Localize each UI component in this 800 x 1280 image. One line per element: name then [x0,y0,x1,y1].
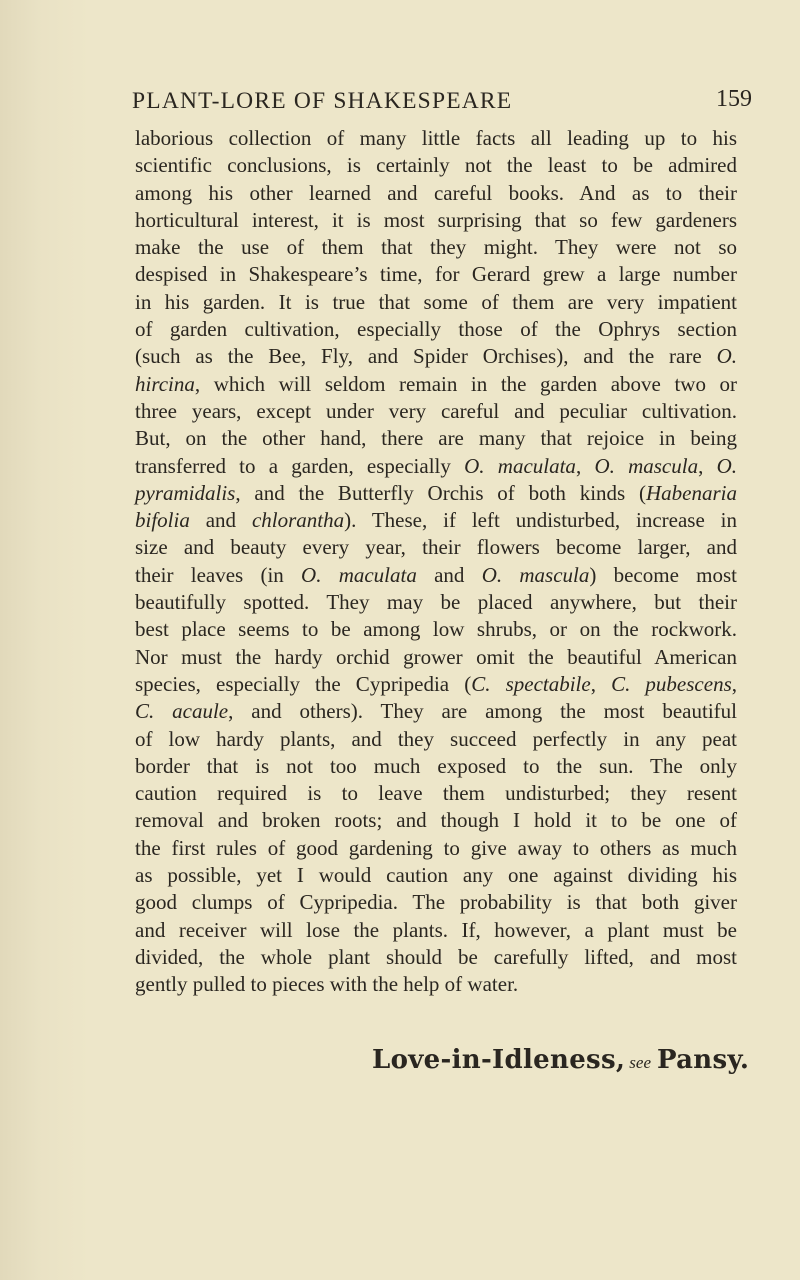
text-run: scientific conclusions, is certainly not the least to be admired [135,153,737,178]
text-run: despised in Shakespeare’s time, for Gerard grew a large number [135,262,737,287]
cross-reference-target: Pansy. [657,1045,750,1075]
text-run: among his other learned and careful books. And as to their [135,180,737,205]
text-line [135,534,737,561]
text-line [135,807,737,834]
text-line [135,753,737,780]
text-line [135,507,737,534]
cross-reference-entry: Love-in-Idleness, [372,1045,626,1075]
text-run: species, especially the Cypripedia ( [135,671,472,696]
text-run: caution required is to leave them undisturbed; they resent [135,781,737,806]
text-line [135,453,737,480]
text-line [135,780,737,807]
text-run: gently pulled to pieces with the help of water. [135,972,519,997]
italic-run: O. [716,453,738,478]
text-line [135,726,737,753]
text-run: horticultural interest, it is most surprising that so few gardeners [135,207,737,232]
italic-run: C. acaule [135,699,229,724]
text-line [135,180,737,207]
text-run: , and others). They are among the most beautiful [228,699,737,724]
text-run: , [698,453,717,478]
text-line [135,261,737,288]
italic-run: Habenaria [646,480,737,505]
text-run: , and the Butterfly Orchis of both kinds ( [235,480,646,505]
text-line [135,152,737,179]
text-run: good clumps of Cypripedia. The probability is that both giver [135,890,737,915]
text-run: as possible, yet I would caution any one against dividing his [135,863,737,888]
text-line [135,644,737,671]
text-line [135,698,737,725]
italic-run: O. mascula [481,562,590,587]
text-run: , [575,453,595,478]
text-line [135,589,737,616]
italic-run: C. pubescens [611,671,732,696]
text-line [135,917,737,944]
text-line [135,480,737,507]
cross-reference-see: see [629,1053,651,1072]
italic-run: hircina [135,371,195,396]
italic-run: O. [716,344,737,369]
text-run: laborious collection of many little facts all leading up to his [135,126,737,150]
text-run: beautifully spotted. They may be placed anywhere, but their [135,590,737,615]
text-run: removal and broken roots; and though I hold it to be one of [135,808,737,833]
text-line [135,835,737,862]
text-line [135,289,737,316]
running-head: PLANT-LORE OF SHAKESPEARE [132,88,513,114]
text-line [135,889,737,916]
text-run: the first rules of good gardening to give away to others as much [135,835,737,860]
text-line [135,562,737,589]
italic-run: C. spectabile [471,671,591,696]
text-run: , [731,671,737,696]
text-run: , [590,671,612,696]
italic-run: bifolia [135,508,190,533]
italic-run: chlorantha [251,508,345,533]
italic-run: O. mascula [594,453,699,478]
text-run: Nor must the hardy orchid grower omit the beautiful American [135,644,737,669]
text-run: of low hardy plants, and they succeed perfectly in any peat [135,726,737,751]
text-run: three years, except under very careful and peculiar cultivation. [135,398,737,423]
cross-reference [372,1045,749,1075]
text-line [135,944,737,971]
text-run: divided, the whole plant should be carefully lifted, and most [135,944,737,969]
text-run: ). These, if left undisturbed, increase in [344,508,737,533]
text-run: make the use of them that they might. They were not so [135,235,737,260]
text-run: (such as the Bee, Fly, and Spider Orchises), and the rare [135,344,717,369]
italic-run: pyramidalis [135,480,236,505]
text-run: , which will seldom remain in the garden above two or [194,371,737,396]
text-line [135,616,737,643]
text-run: best place seems to be among low shrubs, or on the rockwork. [135,617,737,642]
text-run: border that is not too much exposed to the sun. The only [135,753,737,778]
text-line [135,862,737,889]
text-run: transferred to a garden, especially [135,453,465,478]
text-run: But, on the other hand, there are many that rejoice in being [135,426,737,451]
body-paragraph [135,125,737,999]
text-line [135,671,737,698]
page-number: 159 [716,86,752,112]
text-line [135,316,737,343]
text-line [135,125,737,152]
text-run: in his garden. It is true that some of them are very impatient [135,289,737,314]
text-run: of garden cultivation, especially those of the Ophrys section [135,317,737,342]
text-run: and [189,508,252,533]
text-run: their leaves (in [135,562,302,587]
italic-run: O. maculata [464,453,576,478]
text-line [135,207,737,234]
text-line [135,343,737,370]
text-line [135,398,737,425]
italic-run: O. maculata [301,562,417,587]
text-run: and [416,562,482,587]
text-run: size and beauty every year, their flowers become larger, and [135,535,737,560]
text-line [135,971,737,998]
text-line [135,234,737,261]
text-run: and receiver will lose the plants. If, however, a plant must be [135,917,737,942]
text-line [135,425,737,452]
text-run: ) become most [589,562,737,587]
text-line [135,371,737,398]
